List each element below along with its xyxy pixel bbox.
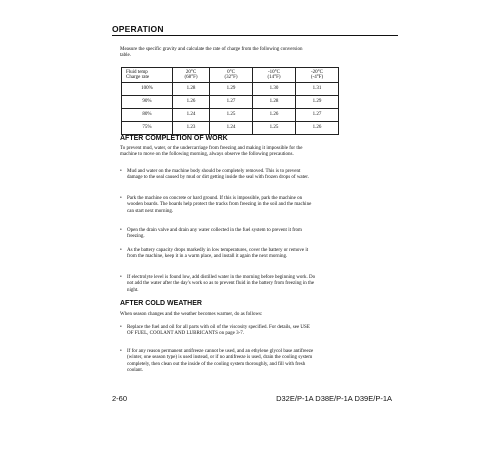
conversion-table	[121, 67, 339, 135]
gravity-cell: 1.27	[210, 96, 253, 109]
section-intro-after-cold: When season changes and the weather becomes warmer, do as follows:	[120, 312, 263, 317]
bullet-text: As the battery capacity drops markedly in low temperatures, cover the battery or remove it from the machine, keep it in a warm place, and install it again the next morning.	[127, 248, 309, 260]
temp-column-header: 0°C (32°F)	[210, 68, 253, 83]
gravity-cell: 1.24	[173, 109, 210, 122]
table-row	[122, 109, 339, 122]
fluid-temp-label: Fluid temp	[126, 69, 148, 75]
bullet-icon: •	[120, 248, 122, 253]
bullet-item	[120, 248, 316, 261]
gravity-cell: 1.26	[253, 109, 296, 122]
charge-rate-cell: 90%	[122, 96, 173, 109]
bullet-icon: •	[120, 325, 122, 330]
charge-rate-cell: 80%	[122, 109, 173, 122]
page-header-title: OPERATION	[112, 24, 164, 34]
table-row	[122, 122, 339, 135]
temp-column-header: -10°C (14°F)	[253, 68, 296, 83]
bullet-text: Open the drain valve and drain any water collected in the fuel system to prevent it from freezing.	[127, 228, 302, 240]
charge-rate-label: Charge rate	[126, 75, 150, 80]
bullet-text: If electrolyte level is found low, add distilled water in the morning before beginning work. Do not add the water after the day's work so as to prevent fluid in the battery from freezing in the night.	[127, 275, 316, 293]
bullet-icon: •	[120, 228, 122, 233]
gravity-cell: 1.27	[296, 109, 339, 122]
gravity-cell: 1.30	[253, 83, 296, 96]
section-heading-after-completion: AFTER COMPLETION OF WORK	[120, 135, 228, 142]
bullet-text: Replace the fuel and oil for all parts with oil of the viscosity specified. For details, see USE OF FUEL, COOLANT AND LUBRICANTS on page 3-7.	[127, 325, 310, 337]
charge-rate-cell: 75%	[122, 122, 173, 135]
bullet-item	[120, 349, 316, 374]
temp-column-header: 20°C (68°F)	[173, 68, 210, 83]
bullet-text: Mud and water on the machine body should be completely removed. This is to prevent damage to the seal caused by mud or dirt getting inside the seal with frozen drops of water.	[127, 169, 309, 181]
bullet-item	[120, 325, 316, 338]
temp-column-header: -20°C (-4°F)	[296, 68, 339, 83]
gravity-cell: 1.24	[210, 122, 253, 135]
bullet-icon: •	[120, 275, 122, 280]
table-header-row	[122, 68, 339, 83]
charge-rate-cell: 100%	[122, 83, 173, 96]
gravity-cell: 1.31	[296, 83, 339, 96]
gravity-cell: 1.29	[210, 83, 253, 96]
bullet-icon: •	[120, 196, 122, 201]
bullet-text: If for any reason permanent antifreeze cannot be used, and an ethylene glycol base antifreeze (winter, one season type) is used instead, or if no antifreeze is used, drain the cooling system completely, then clean out the inside of the cooling system thoroughly, and fill with fresh coolant.	[127, 349, 314, 373]
gravity-cell: 1.28	[173, 83, 210, 96]
gravity-cell: 1.25	[210, 109, 253, 122]
bullet-item	[120, 196, 316, 215]
gravity-cell: 1.25	[253, 122, 296, 135]
gravity-cell: 1.23	[173, 122, 210, 135]
bullet-item	[120, 228, 316, 241]
section-intro-after-completion: To prevent mud, water, or the undercarriage from freezing and making it impossible for the machine to move on the following morning, always observe the following precautions.	[120, 146, 303, 158]
table-row	[122, 83, 339, 96]
page-number: 2-60	[112, 394, 128, 403]
bullet-icon: •	[120, 169, 122, 174]
gravity-cell: 1.26	[173, 96, 210, 109]
gravity-cell: 1.29	[296, 96, 339, 109]
model-numbers: D32E/P-1A D38E/P-1A D39E/P-1A	[276, 394, 392, 403]
gravity-cell: 1.28	[253, 96, 296, 109]
section-heading-after-cold: AFTER COLD WEATHER	[120, 300, 202, 307]
header-rule	[112, 35, 398, 36]
table-row	[122, 96, 339, 109]
bullet-item	[120, 275, 316, 294]
bullet-text: Park the machine on concrete or hard ground. If this is impossible, park the machine on wooden boards. The boards help protect the tracks from freezing in the soil and the machine can start next morning.	[127, 196, 312, 214]
intro-paragraph: Measure the specific gravity and calculate the rate of charge from the following conversion table.	[120, 47, 303, 59]
bullet-item	[120, 169, 316, 182]
bullet-icon: •	[120, 349, 122, 354]
gravity-cell: 1.26	[296, 122, 339, 135]
table-header-labels	[122, 68, 173, 83]
